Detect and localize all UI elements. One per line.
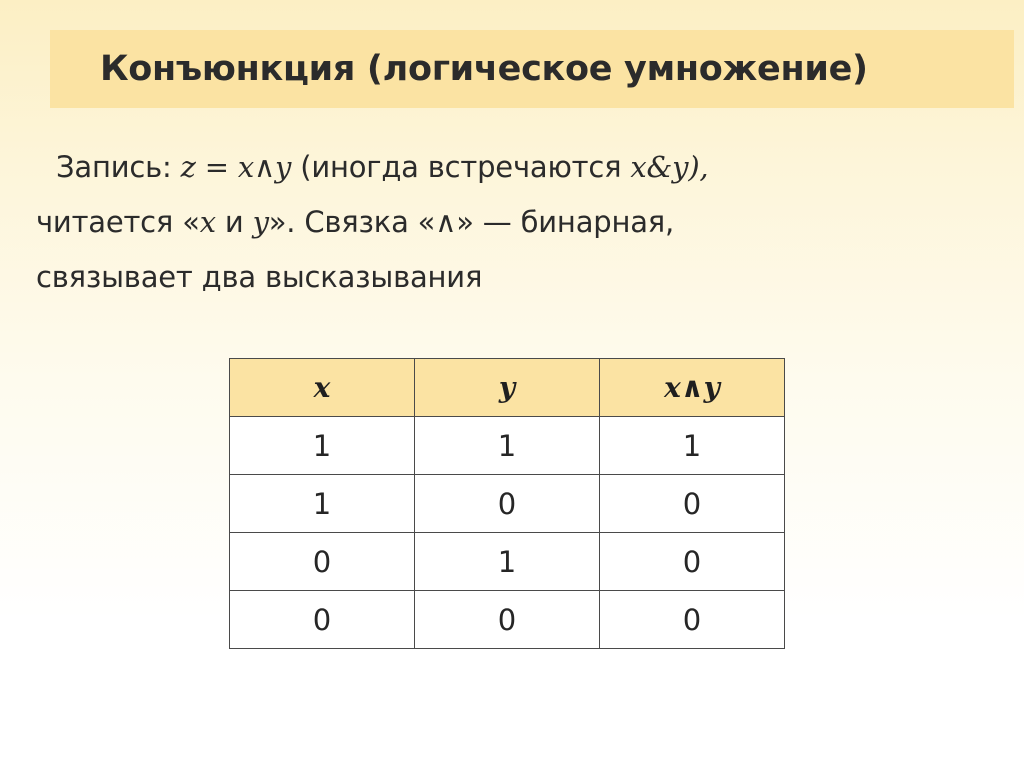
closing-paren: ),: [688, 150, 709, 184]
notation-label: Запись:: [56, 150, 181, 184]
text-line-3: связывает два высказывания: [36, 260, 483, 294]
table-row: [230, 533, 785, 591]
table-cell: 0: [230, 591, 415, 649]
table-cell: 1: [415, 533, 600, 591]
table-row: [230, 417, 785, 475]
variable-y: y: [252, 205, 269, 239]
table-cell: 1: [415, 417, 600, 475]
table-cell: 0: [415, 591, 600, 649]
table-cell: 0: [230, 533, 415, 591]
slide-title: Конъюнкция (логическое умножение): [100, 49, 868, 89]
column-header-x-and-y: x∧y: [600, 359, 785, 417]
table-cell: 0: [600, 533, 785, 591]
reading-label: читается «: [36, 205, 200, 239]
table-header-row: [230, 359, 785, 417]
table-cell: 0: [600, 591, 785, 649]
alternative-formula: x&y: [630, 150, 689, 184]
conjunction-formula: z = x∧y: [180, 150, 292, 184]
column-header-x: x: [230, 359, 415, 417]
table-cell: 0: [600, 475, 785, 533]
table-row: [230, 591, 785, 649]
alternative-notation-label: (иногда встречаются: [291, 150, 631, 184]
table-cell: 1: [600, 417, 785, 475]
table-cell: 1: [230, 475, 415, 533]
column-header-y: y: [415, 359, 600, 417]
truth-table: [229, 358, 785, 649]
table-cell: 0: [415, 475, 600, 533]
text-line-1: [36, 140, 996, 195]
title-banner: [50, 30, 1014, 108]
table-row: [230, 475, 785, 533]
slide-body-text: [36, 140, 996, 305]
binary-connective-text: ». Связка «∧» — бинарная,: [268, 205, 675, 239]
and-word: и: [215, 205, 253, 239]
text-line-2: [36, 195, 996, 250]
table-cell: 1: [230, 417, 415, 475]
variable-x: x: [199, 205, 216, 239]
